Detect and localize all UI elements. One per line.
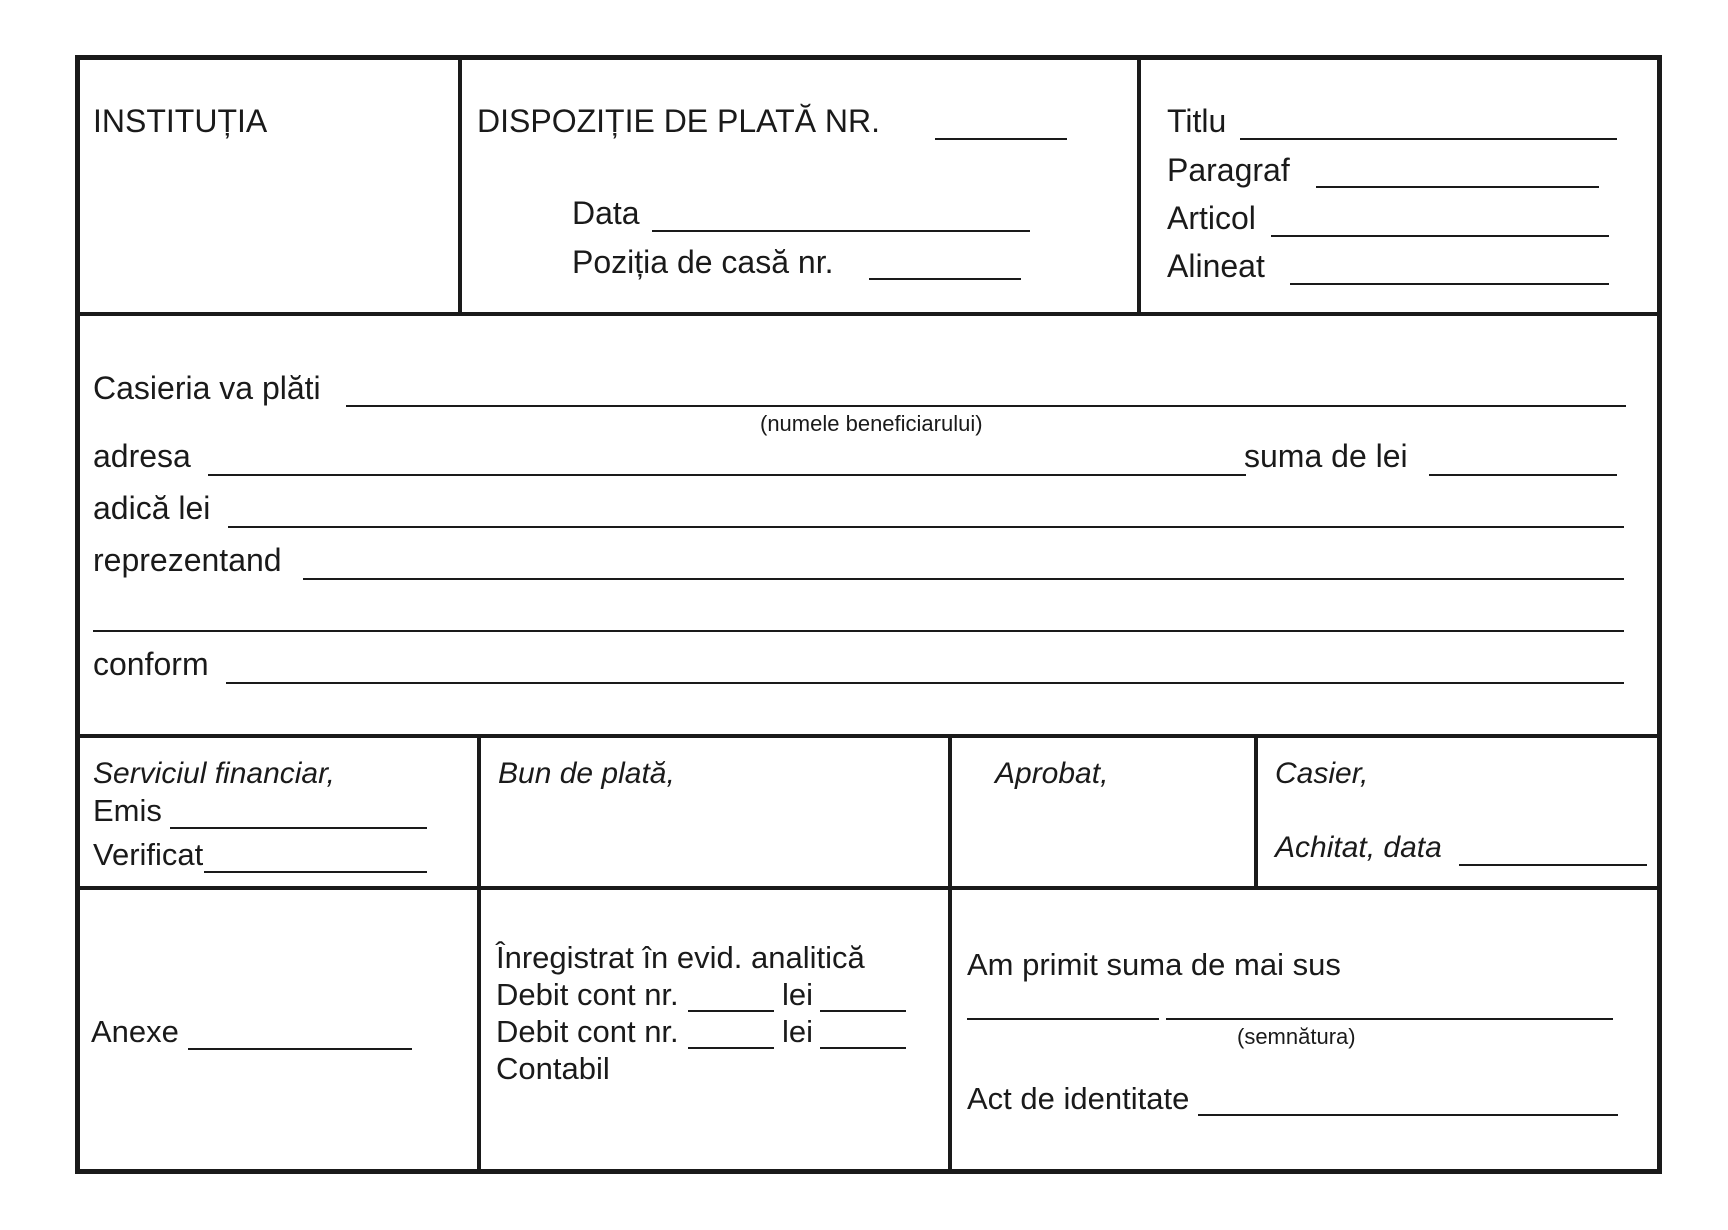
verificat-field[interactable] — [204, 871, 427, 873]
emis-field[interactable] — [170, 827, 427, 829]
aprobat-label: Aprobat, — [995, 757, 1109, 790]
form-number-field[interactable] — [935, 138, 1067, 140]
pozitia-field[interactable] — [869, 278, 1021, 280]
emis-label: Emis — [93, 793, 162, 828]
debit1-account-field[interactable] — [688, 1010, 774, 1012]
col-divider-lower-2 — [948, 734, 952, 1174]
beneficiar-field[interactable] — [346, 405, 1626, 407]
reprezentand-extra-field[interactable] — [93, 630, 1624, 632]
col-divider-lower-1 — [477, 734, 481, 1174]
serviciul-label: Serviciul financiar, — [93, 757, 335, 790]
act-identitate-label: Act de identitate — [967, 1081, 1190, 1116]
conform-field[interactable] — [226, 682, 1624, 684]
adresa-label: adresa — [93, 438, 191, 474]
articol-field[interactable] — [1271, 235, 1609, 237]
anexe-label: Anexe — [91, 1014, 179, 1049]
articol-label: Articol — [1167, 200, 1256, 236]
verificat-label: Verificat — [93, 837, 204, 872]
beneficiar-caption: (numele beneficiarului) — [760, 411, 983, 436]
achitat-label: Achitat, data — [1275, 831, 1442, 864]
form-title: DISPOZIȚIE DE PLATĂ NR. — [477, 103, 881, 139]
titlu-label: Titlu — [1167, 103, 1227, 139]
inregistrat-label: Înregistrat în evid. analitică — [496, 940, 865, 975]
data-label: Data — [572, 195, 640, 231]
debit2-label: Debit cont nr. — [496, 1014, 679, 1049]
contabil-label: Contabil — [496, 1051, 610, 1086]
row-divider-body — [75, 734, 1662, 738]
semnatura-field[interactable] — [1166, 1018, 1613, 1020]
semnatura-caption: (semnătura) — [1237, 1024, 1356, 1049]
act-identitate-field[interactable] — [1198, 1114, 1618, 1116]
casieria-label: Casieria va plăti — [93, 370, 321, 406]
row-divider-header — [75, 312, 1662, 316]
adica-field[interactable] — [228, 526, 1624, 528]
conform-label: conform — [93, 646, 209, 682]
reprezentand-field[interactable] — [303, 578, 1624, 580]
form-frame — [75, 55, 1662, 1174]
lei1-label: lei — [782, 977, 814, 1012]
achitat-data-field[interactable] — [1459, 864, 1647, 866]
paragraf-field[interactable] — [1316, 186, 1599, 188]
row-divider-signatures — [75, 886, 1662, 890]
col-divider-header-2 — [1137, 55, 1141, 314]
adica-label: adică lei — [93, 490, 211, 526]
bun-de-plata-label: Bun de plată, — [498, 757, 675, 790]
adresa-field[interactable] — [208, 474, 1246, 476]
titlu-field[interactable] — [1240, 138, 1617, 140]
primit-date-field[interactable] — [967, 1018, 1159, 1020]
col-divider-sign-3 — [1254, 734, 1258, 888]
debit1-label: Debit cont nr. — [496, 977, 679, 1012]
debit1-amount-field[interactable] — [820, 1010, 906, 1012]
suma-field[interactable] — [1429, 474, 1617, 476]
data-field[interactable] — [652, 230, 1030, 232]
suma-label: suma de lei — [1244, 438, 1408, 474]
casier-label: Casier, — [1275, 757, 1369, 790]
anexe-field[interactable] — [188, 1048, 412, 1050]
paragraf-label: Paragraf — [1167, 152, 1290, 188]
debit2-account-field[interactable] — [688, 1047, 774, 1049]
lei2-label: lei — [782, 1014, 814, 1049]
institution-label: INSTITUȚIA — [93, 103, 268, 139]
alineat-field[interactable] — [1290, 283, 1609, 285]
pozitia-label: Poziția de casă nr. — [572, 244, 834, 280]
primit-label: Am primit suma de mai sus — [967, 947, 1341, 982]
alineat-label: Alineat — [1167, 248, 1265, 284]
debit2-amount-field[interactable] — [820, 1047, 906, 1049]
reprezentand-label: reprezentand — [93, 542, 282, 578]
col-divider-header-1 — [458, 55, 462, 314]
